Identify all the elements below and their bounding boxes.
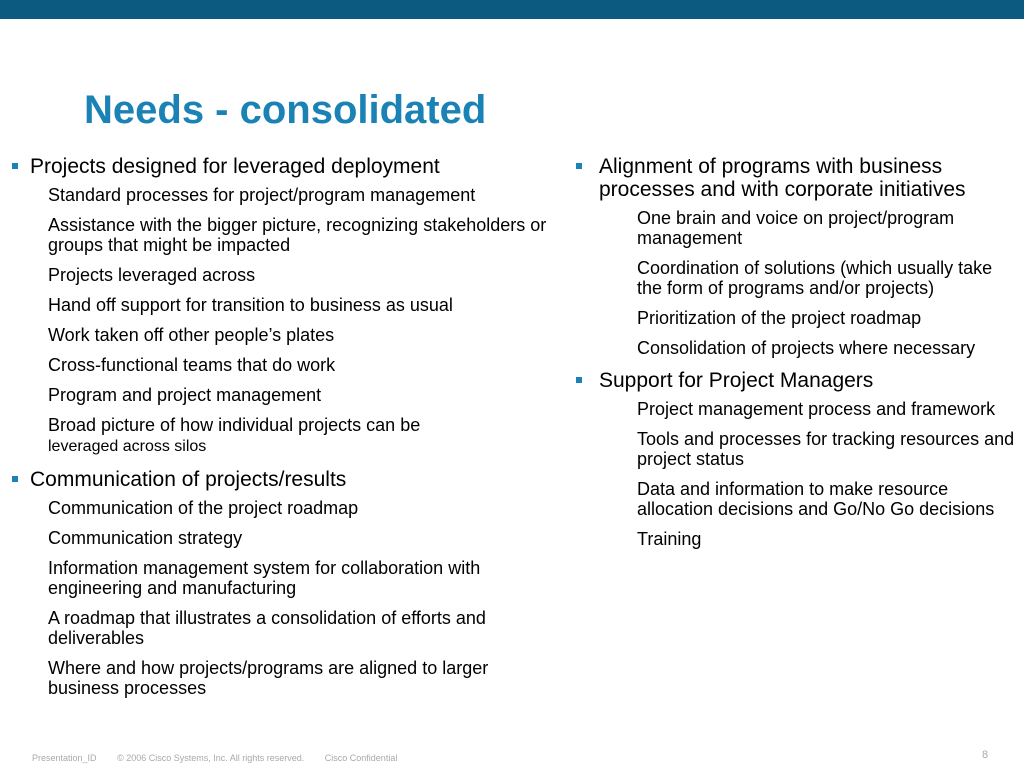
- square-bullet-icon: [576, 377, 582, 383]
- sub-item: Assistance with the bigger picture, recognizing stakeholders or groups that might be impacted: [48, 215, 547, 255]
- sub-item: Program and project management: [48, 385, 322, 405]
- sub-item: A roadmap that illustrates a consolidation of efforts and deliverables: [48, 608, 486, 648]
- square-bullet-icon: [12, 476, 18, 482]
- sub-list: [576, 201, 1016, 358]
- sub-item: Information management system for collaboration with engineering and manufacturing: [48, 558, 481, 598]
- sub-item: Communication strategy: [48, 528, 243, 548]
- sub-list: [12, 491, 557, 698]
- bullet-group: [12, 154, 557, 457]
- sub-item: One brain and voice on project/program management: [637, 208, 955, 248]
- slide-title: Needs - consolidated: [84, 88, 487, 132]
- bullet-text: Communication of projects/results: [30, 468, 347, 491]
- bullet-text: Alignment of programs with business processes and with corporate initiatives: [599, 155, 966, 201]
- sub-item: Projects leveraged across: [48, 265, 256, 285]
- footer-presentation-id: Presentation_ID: [32, 753, 97, 763]
- bullet-group: [576, 368, 1016, 549]
- sub-item: Where and how projects/programs are aligned to larger business processes: [48, 658, 489, 698]
- sub-item: Project management process and framework: [637, 399, 996, 419]
- sub-item: Communication of the project roadmap: [48, 498, 359, 518]
- sub-item: Standard processes for project/program management: [48, 185, 476, 205]
- bullet-text: Projects designed for leveraged deployment: [30, 155, 440, 178]
- sub-item: [48, 415, 557, 457]
- footer-copyright: © 2006 Cisco Systems, Inc. All rights reserved.: [117, 753, 305, 763]
- bullet-text: Support for Project Managers: [599, 369, 874, 392]
- left-column: [12, 154, 557, 708]
- sub-item: Data and information to make resource allocation decisions and Go/No Go decisions: [637, 479, 995, 519]
- sub-item: Consolidation of projects where necessary: [637, 338, 976, 358]
- sub-item: Work taken off other people’s plates: [48, 325, 335, 345]
- sub-list: [576, 392, 1016, 549]
- bullet-item: [576, 154, 1016, 201]
- bullet-group: [576, 154, 1016, 358]
- bullet-item: [12, 467, 557, 491]
- sub-item: Training: [637, 529, 702, 549]
- sub-item: Coordination of solutions (which usually take the form of programs and/or projects): [637, 258, 993, 298]
- right-column: [576, 154, 1016, 559]
- top-banner: [0, 0, 1024, 19]
- sub-item: Hand off support for transition to business as usual: [48, 295, 453, 315]
- bullet-item: [12, 154, 557, 178]
- square-bullet-icon: [12, 163, 18, 169]
- bullet-group: [12, 467, 557, 698]
- sub-item-main-text: Broad picture of how individual projects can be: [48, 415, 421, 435]
- sub-item: Prioritization of the project roadmap: [637, 308, 922, 328]
- square-bullet-icon: [576, 163, 582, 169]
- footer-confidential: Cisco Confidential: [324, 753, 398, 763]
- sub-item-small-text: leveraged across silos: [48, 438, 207, 455]
- sub-item: Cross-functional teams that do work: [48, 355, 336, 375]
- bullet-item: [576, 368, 1016, 392]
- sub-item: Tools and processes for tracking resources and project status: [637, 429, 1015, 469]
- page-number: 8: [982, 749, 989, 761]
- sub-list: [12, 178, 557, 457]
- footer: [32, 753, 415, 763]
